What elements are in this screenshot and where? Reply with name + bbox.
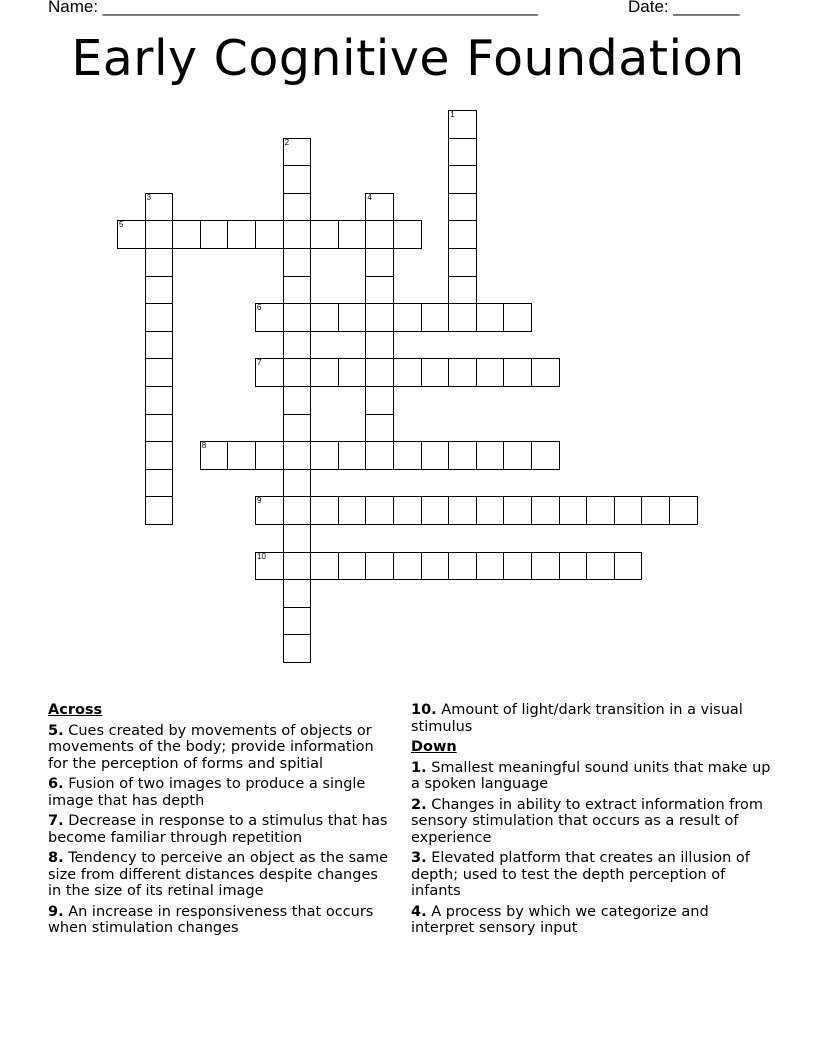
crossword-cell[interactable]: [448, 496, 477, 525]
cell-number: 1: [450, 110, 455, 119]
crossword-cell[interactable]: [421, 552, 450, 581]
page-title: Early Cognitive Foundation: [71, 30, 745, 87]
clue-text: Changes in ability to extract information from sensory stimulation that occurs as a result of experience: [411, 796, 764, 846]
crossword-cell[interactable]: [283, 386, 312, 415]
crossword-cell[interactable]: [421, 358, 450, 387]
across-clue: [48, 723, 393, 773]
crossword-cell[interactable]: [365, 496, 394, 525]
cell-number: 7: [257, 358, 262, 368]
crossword-cell[interactable]: [227, 220, 256, 249]
crossword-cell[interactable]: [283, 441, 312, 470]
crossword-cell[interactable]: [283, 552, 312, 581]
cell-number: 10: [257, 551, 266, 561]
cell-number: 6: [257, 303, 262, 313]
crossword-cell[interactable]: [476, 441, 505, 470]
crossword-cell[interactable]: [586, 496, 615, 525]
clue-text: Elevated platform that creates an illusion of depth; used to test the depth perception of infants: [411, 850, 750, 899]
clue-number: 6.: [48, 776, 64, 792]
crossword-cell[interactable]: [448, 441, 477, 470]
across-heading: Across: [48, 702, 103, 718]
name-field[interactable]: Name: ______________________________________________: [48, 0, 538, 16]
crossword-cell[interactable]: [669, 496, 698, 525]
crossword-cell[interactable]: [365, 331, 394, 360]
crossword-cell[interactable]: [448, 276, 477, 305]
crossword-cell[interactable]: [283, 303, 312, 332]
crossword-cell[interactable]: [365, 220, 394, 249]
crossword-cell[interactable]: [365, 552, 394, 581]
clues-right-column: [411, 702, 776, 941]
crossword-cell[interactable]: [476, 358, 505, 387]
crossword-cell[interactable]: [448, 358, 477, 387]
crossword-cell[interactable]: [559, 552, 588, 581]
crossword-cell[interactable]: [283, 358, 312, 387]
crossword-cell[interactable]: [476, 552, 505, 581]
crossword-cell[interactable]: [421, 441, 450, 470]
crossword-cell[interactable]: [641, 496, 670, 525]
crossword-cell[interactable]: [255, 358, 284, 387]
crossword-cell[interactable]: [338, 441, 367, 470]
clue-text: Tendency to perceive an object as the same size from different distances despite changes in the size of its retinal image: [48, 850, 389, 899]
crossword-cell[interactable]: [448, 193, 477, 222]
cell-number: 3: [146, 192, 152, 202]
crossword-cell[interactable]: [283, 414, 312, 443]
cell-number: 2: [284, 137, 290, 147]
crossword-cell[interactable]: [117, 220, 146, 249]
crossword-cell[interactable]: [448, 552, 477, 581]
across-clue: [48, 904, 393, 937]
crossword-cell[interactable]: [503, 303, 532, 332]
crossword-cell[interactable]: [145, 358, 174, 387]
crossword-cell[interactable]: [448, 138, 477, 167]
crossword-cell[interactable]: [255, 303, 284, 332]
down-clue: [411, 797, 776, 847]
clue-number: 8.: [48, 850, 64, 866]
clue-text: Smallest meaningful sound units that make up a spoken language: [411, 759, 771, 792]
down-clue: [411, 760, 776, 793]
crossword-cell[interactable]: [448, 165, 477, 194]
crossword-cell[interactable]: [145, 303, 174, 332]
crossword-cell[interactable]: [559, 496, 588, 525]
crossword-cell[interactable]: [338, 358, 367, 387]
crossword-cell[interactable]: [283, 165, 312, 194]
across-clue: [48, 776, 393, 809]
crossword-cell[interactable]: [531, 441, 560, 470]
crossword-cell[interactable]: [338, 552, 367, 581]
crossword-cell[interactable]: [586, 552, 615, 581]
crossword-cell[interactable]: [172, 220, 201, 249]
crossword-cell[interactable]: [393, 552, 422, 581]
clue-number: 1.: [411, 759, 427, 776]
crossword-cell[interactable]: [145, 441, 174, 470]
clue-text: Fusion of two images to produce a single image that has depth: [48, 776, 366, 809]
crossword-cell[interactable]: [145, 496, 174, 525]
crossword-cell[interactable]: [283, 469, 312, 498]
crossword-cell[interactable]: [283, 607, 312, 636]
crossword-cell[interactable]: [283, 193, 312, 222]
crossword-cell[interactable]: [393, 496, 422, 525]
clue-text: Decrease in response to a stimulus that has become familiar through repetition: [48, 813, 388, 846]
cell-number: 8: [201, 441, 207, 451]
crossword-cell[interactable]: [365, 441, 394, 470]
crossword-cell[interactable]: [145, 386, 174, 415]
crossword-cell[interactable]: [393, 441, 422, 470]
crossword-cell[interactable]: [531, 496, 560, 525]
cell-number: 5: [119, 220, 124, 230]
clue-text: A process by which we categorize and interpret sensory input: [411, 903, 709, 936]
crossword-cell[interactable]: [145, 331, 174, 360]
crossword-cell[interactable]: [283, 524, 312, 553]
clue-number: 9.: [48, 903, 64, 920]
crossword-cell[interactable]: [283, 496, 312, 525]
crossword-cell[interactable]: [365, 276, 394, 305]
crossword-cell[interactable]: [283, 138, 312, 167]
date-field[interactable]: Date: _______: [628, 0, 740, 16]
clues-left-column: [48, 702, 393, 941]
crossword-cell[interactable]: [365, 414, 394, 443]
crossword-cell[interactable]: [145, 220, 174, 249]
crossword-cell[interactable]: [393, 220, 422, 249]
cell-number: 4: [367, 192, 372, 202]
crossword-cell[interactable]: [145, 193, 174, 222]
crossword-cell[interactable]: [476, 303, 505, 332]
crossword-cell[interactable]: [614, 552, 643, 581]
crossword-cell[interactable]: [365, 358, 394, 387]
across-clue: [48, 813, 393, 846]
crossword-cell[interactable]: [227, 441, 256, 470]
crossword-cell[interactable]: [421, 303, 450, 332]
crossword-cell[interactable]: [338, 220, 367, 249]
crossword-cell[interactable]: [503, 496, 532, 525]
crossword-cell[interactable]: [365, 248, 394, 277]
crossword-cell[interactable]: [365, 193, 394, 222]
cell-number: 9: [257, 496, 262, 506]
crossword-cell[interactable]: [283, 634, 312, 663]
crossword-cell[interactable]: [255, 220, 284, 249]
crossword-cell[interactable]: [310, 220, 339, 249]
crossword-cell[interactable]: [283, 579, 312, 608]
down-clue: [411, 904, 776, 937]
down-heading: Down: [411, 739, 457, 755]
crossword-cell[interactable]: [200, 220, 229, 249]
clue-text: An increase in responsiveness that occurs when stimulation changes: [48, 903, 374, 936]
crossword-cell[interactable]: [310, 358, 339, 387]
crossword-cell[interactable]: [283, 220, 312, 249]
crossword-cell[interactable]: [421, 496, 450, 525]
crossword-cell[interactable]: [503, 552, 532, 581]
crossword-cell[interactable]: [531, 358, 560, 387]
clue-number: 7.: [48, 813, 64, 829]
crossword-cell[interactable]: [503, 358, 532, 387]
crossword-cell[interactable]: [255, 552, 284, 581]
crossword-cell[interactable]: [310, 496, 339, 525]
crossword-cell[interactable]: [145, 276, 174, 305]
crossword-cell[interactable]: [448, 248, 477, 277]
crossword-cell[interactable]: [448, 110, 477, 139]
crossword-cell[interactable]: [393, 358, 422, 387]
crossword-cell[interactable]: [338, 303, 367, 332]
crossword-cell[interactable]: [476, 496, 505, 525]
across-clue: [48, 850, 393, 900]
crossword-cell[interactable]: [283, 276, 312, 305]
crossword-cell[interactable]: [145, 248, 174, 277]
clue-text: Cues created by movements of objects or movements of the body; provide information for the perception of forms and spitial: [48, 722, 374, 772]
crossword-cell[interactable]: [145, 469, 174, 498]
across-clue: [411, 702, 776, 735]
crossword-cell[interactable]: [614, 496, 643, 525]
crossword-cell[interactable]: [503, 441, 532, 470]
crossword-cell[interactable]: [365, 303, 394, 332]
clue-number: 2.: [411, 796, 427, 813]
clue-number: 4.: [411, 903, 427, 920]
crossword-cell[interactable]: [310, 441, 339, 470]
clue-number: 10.: [411, 702, 437, 718]
crossword-cell[interactable]: [283, 248, 312, 277]
crossword-cell[interactable]: [145, 414, 174, 443]
crossword-cell[interactable]: [448, 220, 477, 249]
crossword-cell[interactable]: [365, 386, 394, 415]
crossword-cell[interactable]: [393, 303, 422, 332]
crossword-cell[interactable]: [283, 331, 312, 360]
crossword-cell[interactable]: [255, 496, 284, 525]
clue-number: 5.: [48, 722, 64, 739]
crossword-cell[interactable]: [531, 552, 560, 581]
clue-text: Amount of light/dark transition in a visual stimulus: [411, 702, 743, 735]
crossword-cell[interactable]: [200, 441, 229, 470]
crossword-cell[interactable]: [310, 552, 339, 581]
clue-number: 3.: [411, 850, 427, 866]
down-clue: [411, 850, 776, 900]
crossword-cell[interactable]: [338, 496, 367, 525]
crossword-cell[interactable]: [310, 303, 339, 332]
crossword-cell[interactable]: [448, 303, 477, 332]
crossword-cell[interactable]: [255, 441, 284, 470]
